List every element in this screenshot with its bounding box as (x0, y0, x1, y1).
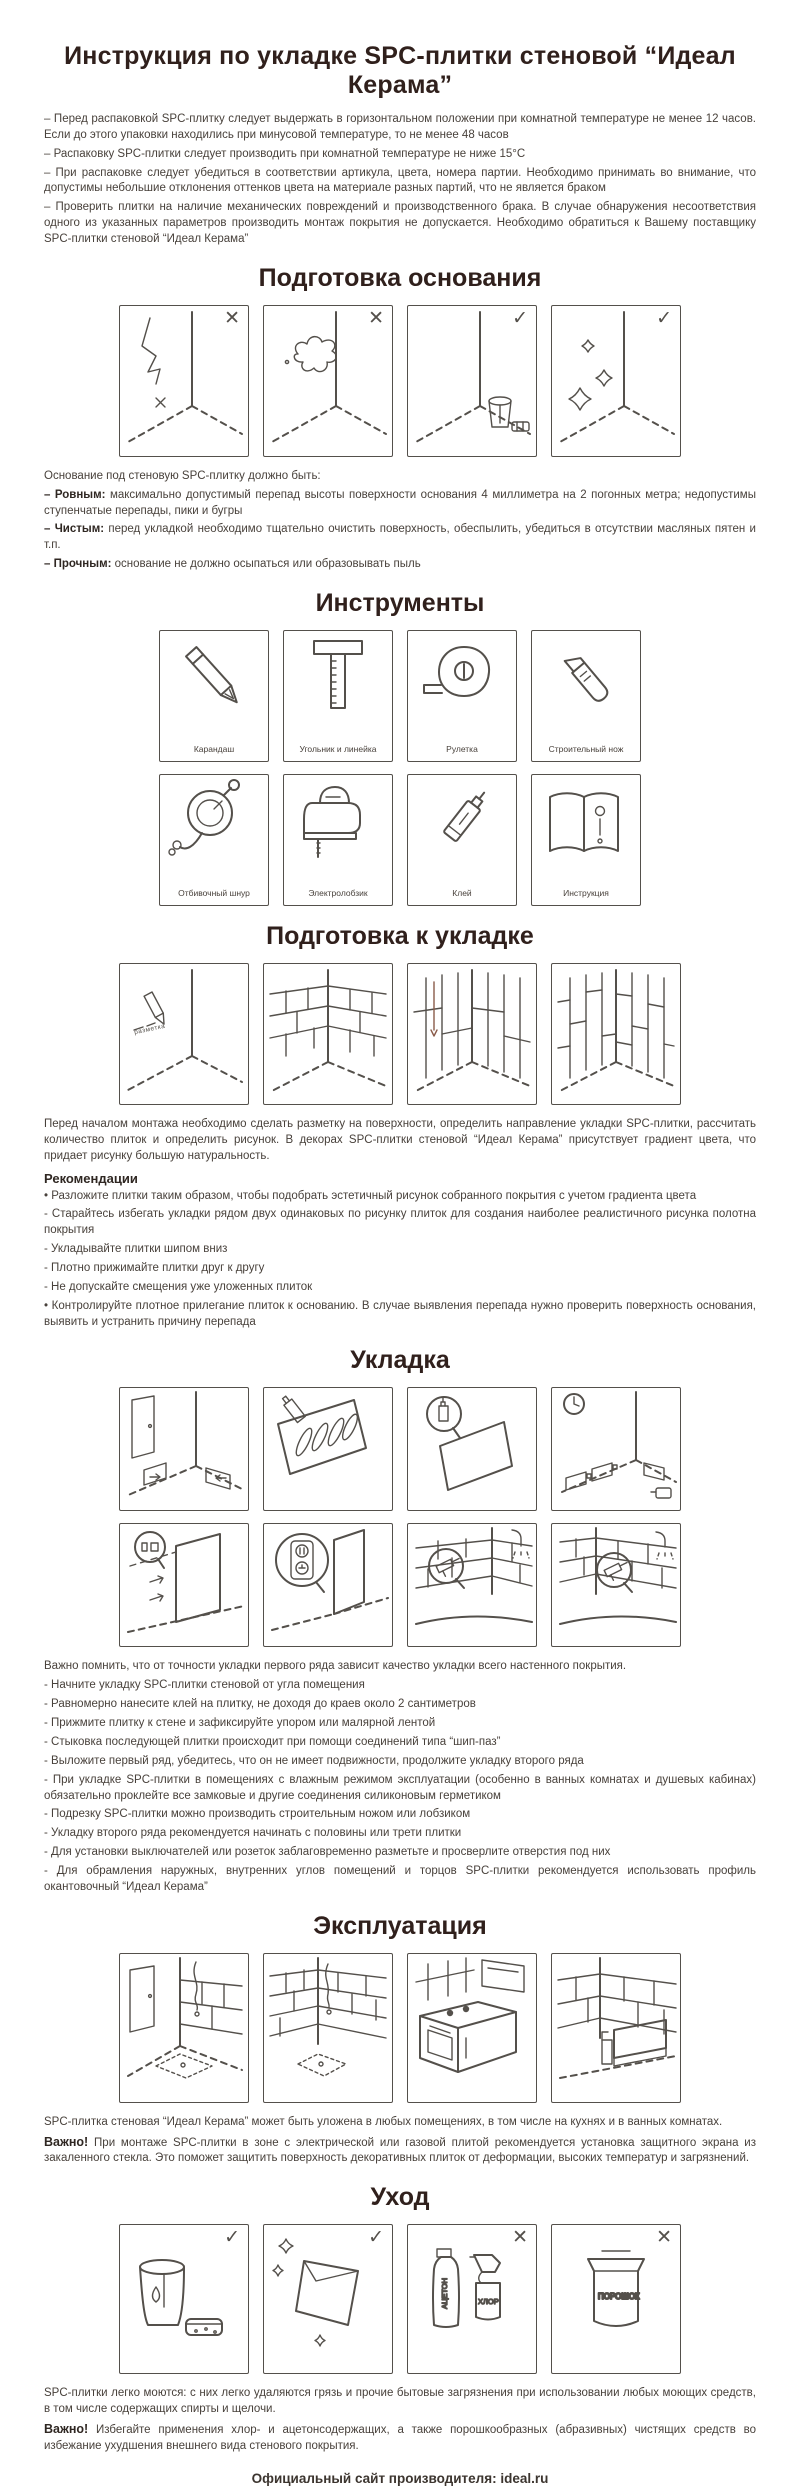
clean-wall-illustration (551, 305, 681, 457)
tool-label: Электролобзик (308, 887, 368, 898)
living-room-illustration (551, 1953, 681, 2103)
tool-label: Строительный нож (548, 743, 624, 754)
base-prep-bullet: – Ровным: максимально допустимый перепад высоты поверхности основания 4 миллиметра на 2 погонных метра; недопустимы ступенчатые перепады, пики и бугры (44, 488, 756, 517)
tools-row-2 (44, 774, 756, 906)
tool-label: Инструкция (563, 887, 609, 898)
pencil-tool-box (159, 630, 269, 762)
installation-item: - Прижмите плитку к стене и зафиксируйте упором или малярной лентой (44, 1717, 436, 1730)
care-figures (44, 2224, 756, 2374)
base-prep-bullet: – Чистым: перед укладкой необходимо тщательно очистить поверхность, обеспылить, убедиться в отсутствии масляных пятен и т.п. (44, 523, 756, 552)
utility-knife-tool-box (531, 630, 641, 762)
installation-item: - Для установки выключателей или розеток заблаговременно разметьте и просверлите отверстия под них (44, 1846, 611, 1859)
square-ruler-icon (284, 631, 392, 723)
check-mark: ✓ (656, 307, 672, 329)
sealant-shower-illustration (407, 1523, 537, 1647)
tool-label: Угольник и линейка (299, 743, 377, 754)
base-prep-figures (44, 305, 756, 457)
jigsaw-tool-box (283, 774, 393, 906)
vertical-plank-layout-illustration (407, 963, 537, 1105)
installation-item: - Укладку второго ряда рекомендуется начинать с половины или трети плитки (44, 1827, 462, 1840)
intro-item: – Распаковку SPC-плитки следует производить при комнатной температуре не ниже 15°С (44, 147, 526, 160)
layout-prep-figures (44, 963, 756, 1105)
base-prep-text (44, 469, 756, 573)
first-row-clock-illustration (551, 1387, 681, 1511)
glue-tube-icon (408, 775, 516, 867)
cross-mark: ✕ (368, 307, 384, 329)
installation-item: - Начните укладку SPC-плитки стеновой от угла помещения (44, 1679, 365, 1692)
installation-item: - При укладке SPC-плитки в помещениях с влажным режимом эксплуатации (особенно в ванных комнатах и душевых кабинах) обязательно проклейте все замковые и другие соединения силиконовым герметиком (44, 1773, 756, 1802)
exploitation-text (44, 2115, 756, 2168)
cross-mark: ✕ (224, 307, 240, 329)
socket-marking-illustration (119, 1523, 249, 1647)
intro-block (44, 112, 756, 248)
cross-mark: ✕ (656, 2227, 672, 2249)
tool-label: Рулетка (446, 743, 478, 754)
check-mark: ✓ (512, 307, 528, 329)
care-paragraph: SPC-плитки легко моются: с них легко удаляются грязь и прочие бытовые загрязнения при использовании любых моющих средств, в том числе содержащих спирты и щелочи. (44, 2387, 756, 2416)
installation-lead: Важно помнить, что от точности укладки первого ряда зависит качество укладки всего настенного покрытия. (44, 1660, 627, 1673)
layout-prep-paragraph: Перед началом монтажа необходимо сделать разметку на поверхности, определить направление укладки SPC-плитки, рассчитать количество плиток и определить рисунок. В декорах SPC-плитки стеновой “Идеал Керама” присутствует градиент цвета, что придает рисунку большую натуральность. (44, 1118, 756, 1162)
base-prep-lead: Основание под стеновую SPC-плитку должно быть: (44, 469, 321, 482)
section-title-care: Уход (370, 2183, 430, 2212)
installation-item: - Подрезку SPC-плитки можно производить строительным ножом или лобзиком (44, 1808, 471, 1821)
care-text (44, 2386, 756, 2454)
tile-glue-bubble-illustration (407, 1387, 537, 1511)
utility-knife-icon (532, 631, 640, 723)
acetone-chlorine-illustration (407, 2224, 537, 2374)
exploitation-paragraph: SPC-плитка стеновая “Идеал Керама” может быть уложена в любых помещениях, в том числе на кухнях и в ванных комнатах. (44, 2115, 723, 2128)
marking-note: разметка (133, 1022, 166, 1037)
base-prep-bullet: – Прочным: основание не должно осыпаться или образовывать пыль (44, 558, 421, 571)
chalk-line-icon (160, 775, 268, 867)
layout-prep-text (44, 1117, 756, 1330)
installation-figures-row-2 (44, 1523, 756, 1647)
horizontal-brick-layout-illustration (263, 963, 393, 1105)
installation-item: - Стыковка последующей плитки происходит при помощи соединений типа “шип-паз” (44, 1735, 501, 1748)
tool-label: Отбивочный шнур (178, 887, 250, 898)
recommendations-heading: Рекомендации (44, 1170, 138, 1186)
installation-text (44, 1659, 756, 1895)
section-title-base-prep: Подготовка основания (258, 263, 542, 292)
tool-label: Карандаш (193, 743, 235, 754)
intro-item: – Проверить плитки на наличие механических повреждений и производственного брака. В случае обнаружения несоответствия одного из указанных параметров производить монтаж покрытия не допускается. Необходимо обратиться к Вашему поставщику SPC-плитки стеновой “Идеал Керама” (44, 201, 756, 246)
glue-tool-box (407, 774, 517, 906)
shower-corner-illustration (263, 1953, 393, 2103)
recommendation-item: • Разложите плитки таким образом, чтобы подобрать эстетичный рисунок собранного покрытия с учетом градиента цвета (44, 1189, 697, 1202)
tool-label: Клей (452, 887, 472, 898)
installation-item: - Для обрамления наружных, внутренних углов помещений и торцов SPC-плитки рекомендуется использовать профиль окантовочный “Идеал Керама” (44, 1864, 756, 1893)
glue-application-illustration (263, 1387, 393, 1511)
vertical-brick-layout-illustration (551, 963, 681, 1105)
section-title-layout-prep: Подготовка к укладке (266, 922, 534, 951)
recommendation-item: • Контролируйте плотное прилегание плиток к основанию. В случае выявления перепада нужно проверить поверхность основания, выявить и устранить причину перепада (44, 1299, 756, 1328)
bathroom-illustration (119, 1953, 249, 2103)
installation-figures-row-1 (44, 1387, 756, 1511)
recommendation-item: - Укладывайте плитки шипом вниз (44, 1243, 228, 1256)
tape-measure-icon (408, 631, 516, 723)
corner-start-illustration (119, 1387, 249, 1511)
manufacturer-site: Официальный сайт производителя: ideal.ru (251, 2470, 549, 2486)
chalk-line-tool-box (159, 774, 269, 906)
open-book-icon (532, 775, 640, 867)
recommendation-item: - Не допускайте смещения уже уложенных плиток (44, 1280, 313, 1293)
cross-mark: ✕ (512, 2227, 528, 2249)
section-title-exploitation: Эксплуатация (313, 1911, 487, 1940)
recommendation-item: - Плотно прижимайте плитки друг к другу (44, 1262, 265, 1275)
manual-tool-box (531, 774, 641, 906)
stained-wall-illustration (263, 305, 393, 457)
soft-cloth-illustration (263, 2224, 393, 2374)
exploitation-figures (44, 1953, 756, 2103)
check-mark: ✓ (224, 2227, 240, 2249)
kitchen-illustration (407, 1953, 537, 2103)
section-title-tools: Инструменты (315, 589, 485, 618)
bucket-sponge-illustration (119, 2224, 249, 2374)
socket-detail-illustration (263, 1523, 393, 1647)
sealant-corner-illustration (551, 1523, 681, 1647)
intro-item: – При распаковке следует убедиться в соответствии артикула, цвета, номера партии. Необходимо принимать во внимание, что допустимы небольшие отклонения оттенков цвета на материале разных партий, что не является браком (44, 166, 756, 195)
powder-label: ПОРОШОК (598, 2292, 640, 2302)
tools-row-1 (44, 630, 756, 762)
powder-bag-illustration (551, 2224, 681, 2374)
section-title-installation: Укладка (350, 1346, 450, 1375)
page-title: Инструкция по укладке SPC-плитки стеновой “Идеал Керама” (64, 42, 736, 99)
acetone-label: АЦЕТОН (440, 2278, 449, 2310)
cracked-wall-illustration (119, 305, 249, 457)
care-important: Важно! Избегайте применения хлор- и ацетонсодержащих, а также порошкообразных (абразивных) чистящих средств во избежание ухудшения внешнего вида стенового покрытия. (44, 2421, 756, 2452)
chlorine-label: ХЛОР (478, 2297, 499, 2307)
tape-measure-tool-box (407, 630, 517, 762)
wall-with-tools-illustration (407, 305, 537, 457)
square-ruler-tool-box (283, 630, 393, 762)
recommendation-item: - Старайтесь избегать укладки рядом двух одинаковых по рисунку плиток для создания наиболее реалистичного рисунка полотна покрытия (44, 1208, 756, 1237)
installation-item: - Равномерно нанесите клей на плитку, не доходя до краев около 2 сантиметров (44, 1698, 476, 1711)
check-mark: ✓ (368, 2227, 384, 2249)
installation-item: - Выложите первый ряд, убедитесь, что он не имеет подвижности, продолжите укладку второго ряда (44, 1754, 584, 1767)
pencil-icon (160, 631, 268, 723)
jigsaw-icon (284, 775, 392, 867)
wall-marking-illustration (119, 963, 249, 1105)
exploitation-important: Важно! При монтаже SPC-плитки в зоне с электрической или газовой плитой рекомендуется установка защитного экрана из закаленного стекла. Это поможет защитить поверхность декоративных плиток от деформации, высоких температур и загрязнений. (44, 2134, 756, 2165)
intro-item: – Перед распаковкой SPC-плитку следует выдержать в горизонтальном положении при комнатной температуре не менее 12 часов. Если до этого упаковки находились при минусовой температуре, то не менее 48 часов (44, 113, 756, 141)
